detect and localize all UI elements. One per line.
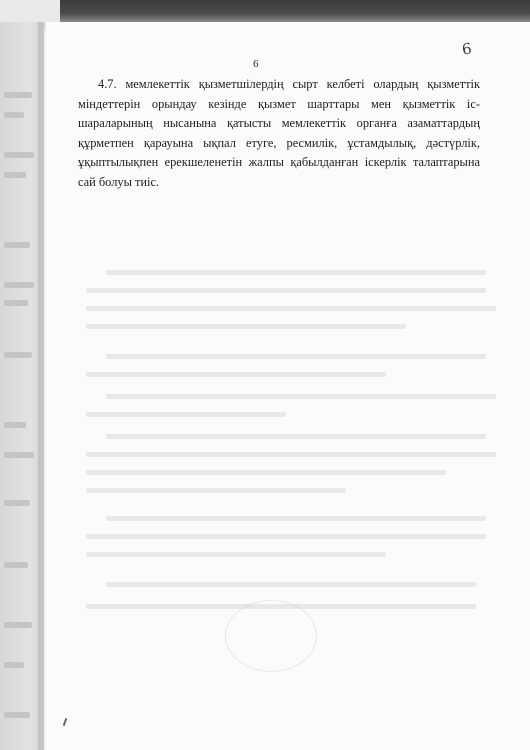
bleed-through-line <box>86 552 386 557</box>
bleed-through-line <box>106 516 486 521</box>
ghost-mark <box>4 172 26 178</box>
ghost-mark <box>4 712 30 718</box>
ghost-mark <box>4 352 32 358</box>
ghost-mark <box>4 112 24 118</box>
bleed-through-line <box>106 270 486 275</box>
ghost-mark <box>4 662 24 668</box>
bleed-through-line <box>86 372 386 377</box>
ghost-mark <box>4 500 30 506</box>
ghost-mark <box>4 282 34 288</box>
ghost-mark <box>4 562 28 568</box>
ghost-mark <box>4 422 26 428</box>
bleed-through-line <box>86 306 496 311</box>
ghost-mark <box>4 300 28 306</box>
bleed-through-line <box>106 394 496 399</box>
ghost-mark <box>4 242 30 248</box>
ghost-mark <box>4 152 34 158</box>
bleed-through-line <box>106 434 486 439</box>
bleed-through-line <box>86 288 486 293</box>
bleed-through-line <box>86 452 496 457</box>
bleed-through-line <box>86 488 346 493</box>
faint-stamp-imprint <box>225 600 317 672</box>
bleed-through-line <box>106 582 476 587</box>
ghost-mark <box>4 452 34 458</box>
bleed-through-line <box>86 412 286 417</box>
handwritten-page-number: 6 <box>460 39 473 59</box>
bleed-through-line <box>86 534 486 539</box>
clause-4-7-paragraph: 4.7. мемлекеттік қызметшілердің сырт келбеті олардың қызметтік міндеттерін орындау кезінде қызмет шарттары мен қызметтік іс-шараларының нысанына қатысты мемлекеттік органға азаматтардың құрметпен қарауына ықпал етуге, ресмилік, ұстамдылық, дәстүрлік, ұқыптылықпен ерекшеленетін жалпы қабылданған іскерлік талаптарына сай болуы тиіс. <box>78 77 480 189</box>
bleed-through-line <box>106 354 486 359</box>
bleed-through-line <box>86 324 406 329</box>
bleed-through-line <box>86 470 446 475</box>
ghost-mark <box>4 622 32 628</box>
scanner-edge <box>0 0 530 22</box>
page-number: 6 <box>253 58 259 70</box>
ghost-mark <box>4 92 32 98</box>
